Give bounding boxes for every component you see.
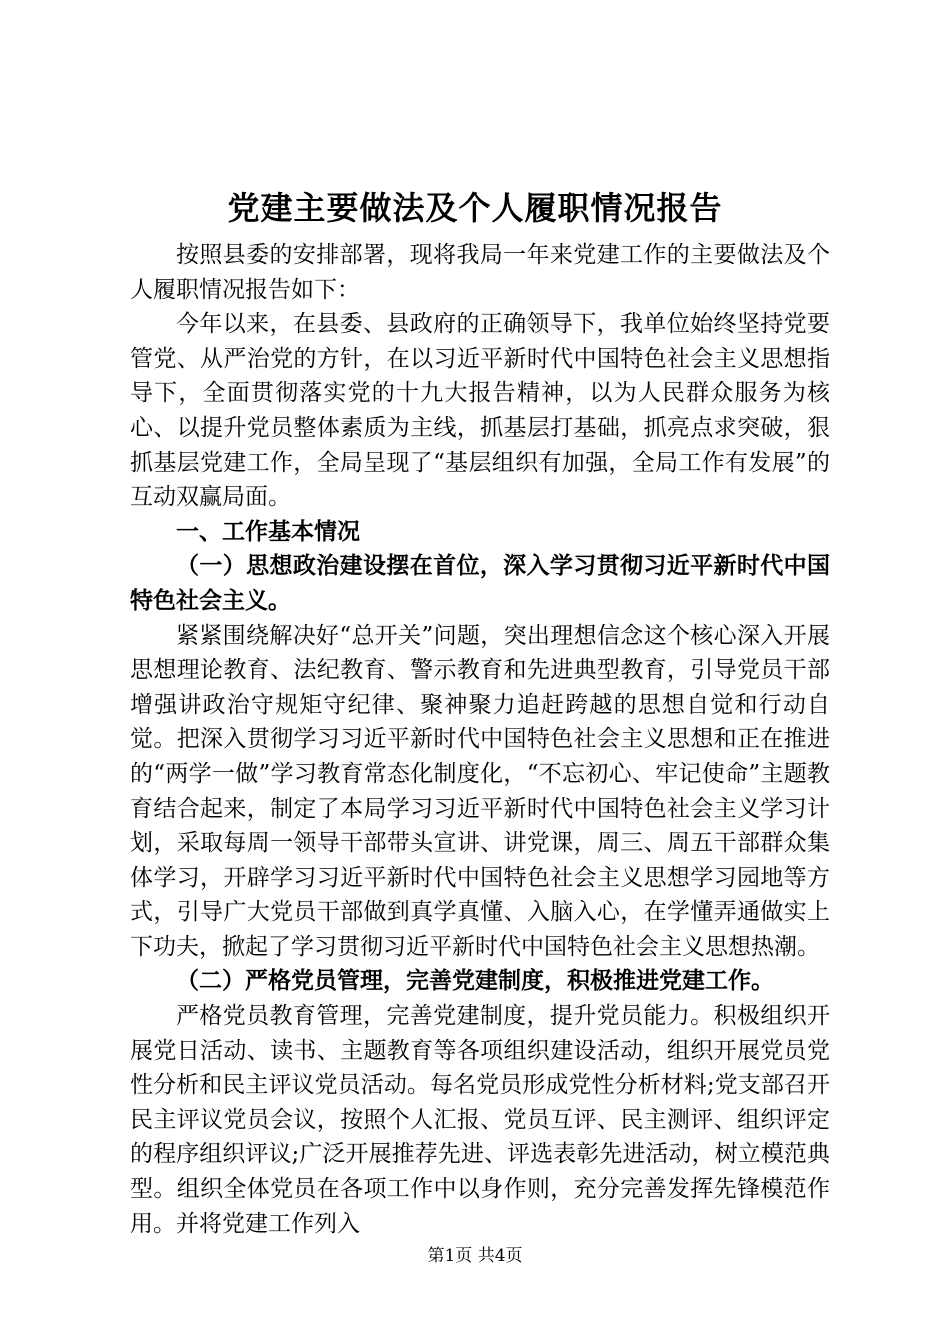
subsection-heading-party-management: （二）严格党员管理，完善党建制度，积极推进党建工作。 [176, 968, 774, 995]
document-body [130, 238, 830, 1241]
overview-paragraph: 今年以来，在县委、县政府的正确领导下，我单位始终坚持党要管党、从严治党的方针，在以习近平新时代中国特色社会主义思想指导下，全面贯彻落实党的十九大报告精神，以为人民群众服务为核心、以提升党员整体素质为主线，抓基层打基础，抓亮点求突破，狠抓基层党建工作，全局呈现了“基层组织有加强，全局工作有发展”的互动双赢局面。 [130, 311, 830, 511]
subsection-heading-ideology: （一）思想政治建设摆在首位，深入学习贯彻习近平新时代中国特色社会主义。 [130, 553, 830, 614]
document-title: 党建主要做法及个人履职情况报告 [227, 189, 723, 227]
section-heading-basic-situation: 一、工作基本情况 [176, 518, 360, 545]
page-footer: 第1页 共4页 [427, 1246, 523, 1266]
subsection-body-ideology: 紧紧围绕解决好“总开关”问题，突出理想信念这个核心深入开展思想理论教育、法纪教育、警示教育和先进典型教育，引导党员干部增强讲政治守规矩守纪律、聚神聚力追赶跨越的思想自觉和行动自觉。把深入贯彻学习习近平新时代中国特色社会主义思想和正在推进的“两学一做”学习教育常态化制度化，“不忘初心、牢记使命”主题教育结合起来，制定了本局学习习近平新时代中国特色社会主义学习计划，采取每周一领导干部带头宣讲、讲党课，周三、周五干部群众集体学习，开辟学习习近平新时代中国特色社会主义思想学习园地等方式，引导广大党员干部做到真学真懂、入脑入心，在学懂弄通做实上下功夫，掀起了学习贯彻习近平新时代中国特色社会主义思想热潮。 [130, 622, 830, 960]
intro-paragraph: 按照县委的安排部署，现将我局一年来党建工作的主要做法及个人履职情况报告如下： [130, 242, 830, 303]
subsection-body-party-management: 严格党员教育管理，完善党建制度，提升党员能力。积极组织开展党日活动、读书、主题教育等各项组织建设活动，组织开展党员党性分析和民主评议党员活动。每名党员形成党性分析材料;党支部召开民主评议党员会议，按照个人汇报、党员互评、民主测评、组织评定的程序组织评议;广泛开展推荐先进、评选表彰先进活动，树立模范典型。组织全体党员在各项工作中以身作则，充分完善发挥先锋模范作用。并将党建工作列入 [130, 1003, 830, 1237]
